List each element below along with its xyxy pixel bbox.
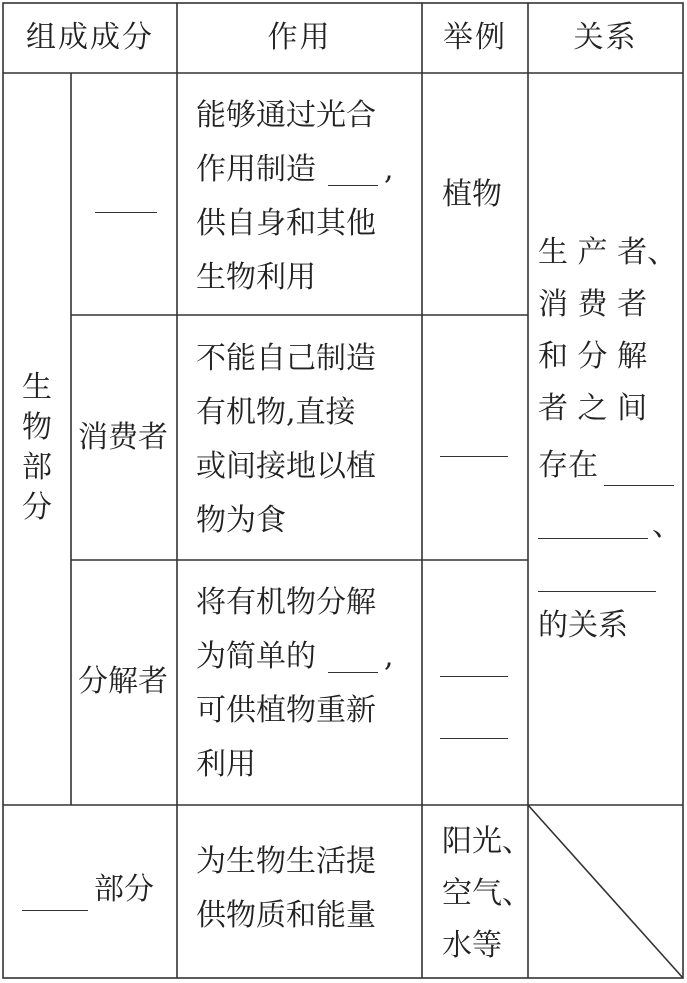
decomposer-function-line-3: 可供植物重新 (196, 693, 376, 728)
consumer-function-line-1: 不能自己制造 (196, 341, 376, 376)
producer-function-line-3: 供自身和其他 (196, 206, 376, 241)
relation-line-3: 和 分 解 (538, 339, 648, 374)
decomposer-comma: , (384, 639, 394, 674)
header-component: 组成成分 (26, 20, 154, 55)
relation-line-5: 存在 (538, 448, 598, 483)
relation-line-1: 生 产 者、 (538, 235, 678, 270)
decomposer-function-line-2: 为简单的 (196, 639, 316, 674)
consumer-function-line-3: 或间接地以植 (196, 449, 376, 484)
biotic-part-label: 生 物 部 分 (22, 370, 52, 525)
relation-blank-1[interactable] (604, 485, 674, 486)
header-relation: 关系 (573, 20, 638, 55)
relation-blank-2[interactable] (538, 538, 648, 539)
producer-comma: , (384, 152, 394, 187)
abiotic-example-line-1: 阳光、 (442, 824, 532, 859)
decomposer-example-blank-1[interactable] (440, 676, 508, 677)
decomposer-function-line-4: 利用 (196, 747, 256, 782)
relation-separator: 、 (652, 508, 682, 543)
inorganic-matter-blank[interactable] (328, 672, 378, 673)
decomposer-function-line-1: 将有机物分解 (196, 585, 376, 620)
relation-line-4: 者 之 间 (538, 391, 648, 426)
relation-line-2: 消 费 者 (538, 287, 648, 322)
relation-blank-3[interactable] (538, 591, 656, 592)
producer-blank[interactable] (95, 212, 157, 213)
abiotic-function-line-2: 供物质和能量 (196, 898, 376, 933)
consumer-example-blank[interactable] (440, 456, 508, 457)
organic-matter-blank[interactable] (328, 185, 378, 186)
consumer-function-line-4: 物为食 (196, 503, 286, 538)
abiotic-example-line-2: 空气、 (442, 876, 532, 911)
header-example: 举例 (443, 20, 507, 55)
abiotic-example-line-3: 水等 (442, 928, 502, 963)
abiotic-part-label: 部分 (94, 872, 154, 907)
decomposer-label: 分解者 (78, 664, 168, 699)
producer-example: 植物 (442, 177, 502, 212)
header-function: 作用 (267, 20, 332, 55)
producer-function-line-1: 能够通过光合 (196, 98, 376, 133)
relation-line-6: 的关系 (538, 608, 628, 643)
decomposer-example-blank-2[interactable] (440, 738, 508, 739)
abiotic-function-line-1: 为生物生活提 (196, 844, 376, 879)
producer-function-line-4: 生物利用 (196, 260, 316, 295)
consumer-function-line-2: 有机物,直接 (196, 395, 356, 430)
consumer-label: 消费者 (78, 420, 168, 455)
producer-function-line-2: 作用制造 (196, 152, 316, 187)
abiotic-blank[interactable] (22, 910, 88, 911)
